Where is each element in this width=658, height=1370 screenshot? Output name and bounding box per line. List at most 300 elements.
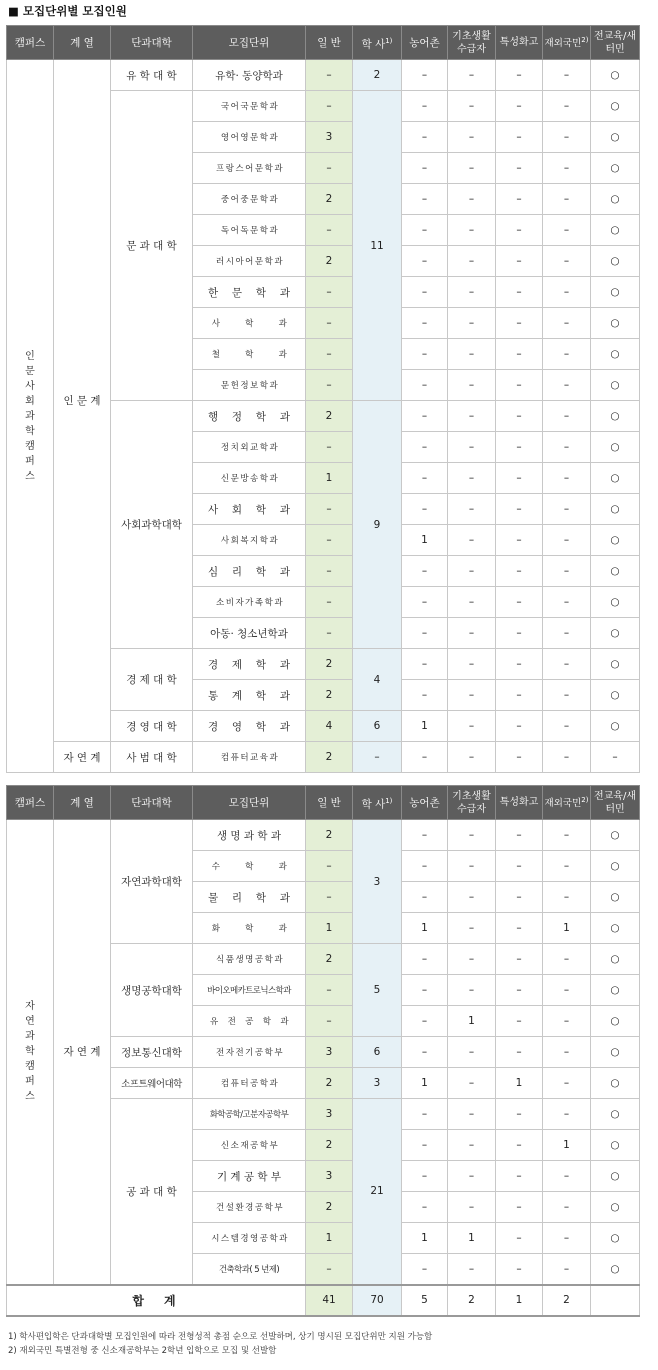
welfare-count: –	[448, 1161, 496, 1192]
special-count: –	[496, 1006, 543, 1037]
header-college: 단과대학	[111, 786, 193, 820]
foreign-count: –	[543, 1223, 591, 1254]
header-college: 단과대학	[111, 26, 193, 60]
welfare-count: –	[448, 975, 496, 1006]
special-count: –	[496, 1192, 543, 1223]
defector-mark: ○	[591, 308, 640, 339]
foreign-count: –	[543, 277, 591, 308]
header-bachelor: 학 사$^{1)}$	[353, 786, 402, 820]
welfare-count: –	[448, 618, 496, 649]
general-count: 2	[306, 246, 353, 277]
special-count: –	[496, 618, 543, 649]
rural-count: –	[402, 1192, 448, 1223]
foreign-count: –	[543, 1161, 591, 1192]
foreign-count: –	[543, 851, 591, 882]
general-count: –	[306, 370, 353, 401]
college-name: 경 영 대 학	[111, 711, 193, 742]
special-count: –	[496, 1254, 543, 1285]
bachelor-count: 6	[353, 1037, 402, 1068]
general-count: 2	[306, 680, 353, 711]
footnotes	[8, 1330, 432, 1358]
unit-cell: 유학· 동양학과	[193, 60, 306, 91]
header-special: 특성화고	[496, 786, 543, 820]
defector-mark: ○	[591, 153, 640, 184]
campus-name: 인문사회과학캠퍼스	[7, 60, 54, 773]
rural-count: –	[402, 975, 448, 1006]
defector-mark: ○	[591, 618, 640, 649]
special-count: –	[496, 370, 543, 401]
defector-mark: ○	[591, 1099, 640, 1130]
general-count: 3	[306, 1161, 353, 1192]
page-title: ■ 모집단위별 모집인원	[8, 4, 127, 18]
unit-cell: 통 계 학 과	[193, 680, 306, 711]
admissions-table-natural-campus	[6, 785, 640, 1317]
defector-mark: ○	[591, 494, 640, 525]
rural-count: –	[402, 339, 448, 370]
welfare-count: –	[448, 944, 496, 975]
foreign-count: –	[543, 246, 591, 277]
unit-cell: 물 리 학 과	[193, 882, 306, 913]
defector-mark: ○	[591, 1037, 640, 1068]
general-count: –	[306, 215, 353, 246]
special-count: –	[496, 1037, 543, 1068]
defector-mark: ○	[591, 1130, 640, 1161]
bachelor-count: 9	[353, 401, 402, 649]
welfare-count: –	[448, 370, 496, 401]
special-count: –	[496, 153, 543, 184]
bachelor-count: 3	[353, 820, 402, 944]
defector-mark: ○	[591, 339, 640, 370]
foreign-count: –	[543, 1192, 591, 1223]
foreign-count: –	[543, 742, 591, 773]
defector-mark: ○	[591, 1068, 640, 1099]
special-count: –	[496, 432, 543, 463]
unit-cell: 심 리 학 과	[193, 556, 306, 587]
general-count: –	[306, 851, 353, 882]
general-count: 4	[306, 711, 353, 742]
rural-count: –	[402, 432, 448, 463]
bachelor-count: 4	[353, 649, 402, 711]
rural-count: –	[402, 556, 448, 587]
college-name: 사회과학대학	[111, 401, 193, 649]
general-count: –	[306, 432, 353, 463]
general-count: 2	[306, 820, 353, 851]
unit-cell: 신 소 재 공 학 부	[193, 1130, 306, 1161]
welfare-count: –	[448, 1192, 496, 1223]
rural-count: –	[402, 277, 448, 308]
general-count: –	[306, 975, 353, 1006]
rural-count: –	[402, 122, 448, 153]
rural-count: –	[402, 184, 448, 215]
unit-cell: 건축학과( 5 년제)	[193, 1254, 306, 1285]
unit-cell: 정 치 외 교 학 과	[193, 432, 306, 463]
special-count: –	[496, 913, 543, 944]
foreign-count: –	[543, 1037, 591, 1068]
rural-count: –	[402, 587, 448, 618]
welfare-count: –	[448, 432, 496, 463]
general-count: 3	[306, 122, 353, 153]
welfare-count: –	[448, 494, 496, 525]
welfare-count: –	[448, 820, 496, 851]
college-name: 문 과 대 학	[111, 91, 193, 401]
foreign-count: –	[543, 401, 591, 432]
special-count: –	[496, 215, 543, 246]
defector-mark: ○	[591, 587, 640, 618]
college-name: 소프트웨어대학	[111, 1068, 193, 1099]
general-count: 2	[306, 649, 353, 680]
unit-cell: 수 학 과	[193, 851, 306, 882]
special-count: –	[496, 680, 543, 711]
defector-mark: ○	[591, 277, 640, 308]
unit-cell: 건 설 환 경 공 학 부	[193, 1192, 306, 1223]
defector-mark: ○	[591, 184, 640, 215]
admissions-table-humanities-campus	[6, 25, 640, 773]
special-count: –	[496, 1223, 543, 1254]
defector-mark: ○	[591, 60, 640, 91]
defector-mark: ○	[591, 680, 640, 711]
special-count: –	[496, 60, 543, 91]
rural-count: –	[402, 742, 448, 773]
unit-cell: 소 비 자 가 족 학 과	[193, 587, 306, 618]
bachelor-count: 3	[353, 1068, 402, 1099]
unit-cell: 전 자 전 기 공 학 부	[193, 1037, 306, 1068]
rural-count: –	[402, 1037, 448, 1068]
header-rural: 농어촌	[402, 26, 448, 60]
unit-cell: 경 영 학 과	[193, 711, 306, 742]
college-name: 자연과학대학	[111, 820, 193, 944]
header-welfare: 기초생활수급자	[448, 26, 496, 60]
defector-mark: –	[591, 742, 640, 773]
defector-mark: ○	[591, 649, 640, 680]
defector-mark: ○	[591, 556, 640, 587]
bachelor-count: 21	[353, 1099, 402, 1285]
defector-mark: ○	[591, 370, 640, 401]
gye-science: 자 연 계	[54, 742, 111, 773]
unit-cell: 생 명 과 학 과	[193, 820, 306, 851]
rural-count: –	[402, 618, 448, 649]
general-count: 1	[306, 463, 353, 494]
general-count: –	[306, 91, 353, 122]
unit-cell: 경 제 학 과	[193, 649, 306, 680]
foreign-count: –	[543, 1006, 591, 1037]
foreign-count: –	[543, 882, 591, 913]
rural-count: –	[402, 463, 448, 494]
college-name: 사 범 대 학	[111, 742, 193, 773]
gye-humanities: 인 문 계	[54, 60, 111, 742]
defector-mark: ○	[591, 401, 640, 432]
welfare-count: –	[448, 184, 496, 215]
unit-cell: 시 스 템 경 영 공 학 과	[193, 1223, 306, 1254]
defector-mark: ○	[591, 91, 640, 122]
special-count: –	[496, 742, 543, 773]
total-rural: 5	[402, 1285, 448, 1316]
foreign-count: –	[543, 944, 591, 975]
rural-count: –	[402, 1254, 448, 1285]
defector-mark: ○	[591, 851, 640, 882]
foreign-count: –	[543, 122, 591, 153]
rural-count: –	[402, 820, 448, 851]
rural-count: –	[402, 153, 448, 184]
rural-count: 1	[402, 1223, 448, 1254]
general-count: 2	[306, 944, 353, 975]
header-defector: 전교육/새터민	[591, 26, 640, 60]
welfare-count: –	[448, 1254, 496, 1285]
footnote-1: 1) 학사편입학은 단과대학별 모집인원에 따라 전형성적 총점 순으로 선발하며, 상기 명시된 모집단위만 지원 가능함	[8, 1332, 433, 1342]
unit-cell: 컴 퓨 터 공 학 과	[193, 1068, 306, 1099]
foreign-count: –	[543, 215, 591, 246]
header-general: 일 반	[306, 786, 353, 820]
welfare-count: –	[448, 556, 496, 587]
college-name: 공 과 대 학	[111, 1099, 193, 1285]
special-count: –	[496, 339, 543, 370]
college-name: 정보통신대학	[111, 1037, 193, 1068]
general-count: 3	[306, 1099, 353, 1130]
defector-mark: ○	[591, 1254, 640, 1285]
college-name: 생명공학대학	[111, 944, 193, 1037]
campus-name: 자연과학캠퍼스	[7, 820, 54, 1285]
table-row	[7, 820, 640, 851]
special-count: –	[496, 91, 543, 122]
rural-count: –	[402, 680, 448, 711]
general-count: –	[306, 1006, 353, 1037]
welfare-count: –	[448, 1099, 496, 1130]
bachelor-count: 11	[353, 91, 402, 401]
foreign-count: –	[543, 711, 591, 742]
rural-count: –	[402, 308, 448, 339]
college-name: 경 제 대 학	[111, 649, 193, 711]
welfare-count: –	[448, 882, 496, 913]
special-count: –	[496, 1130, 543, 1161]
defector-mark: ○	[591, 944, 640, 975]
defector-mark: ○	[591, 432, 640, 463]
header-rural: 농어촌	[402, 786, 448, 820]
header-bachelor: 학 사$^{1)}$	[353, 26, 402, 60]
defector-mark: ○	[591, 1161, 640, 1192]
foreign-count: –	[543, 153, 591, 184]
general-count: –	[306, 556, 353, 587]
defector-mark: ○	[591, 463, 640, 494]
defector-mark: ○	[591, 1223, 640, 1254]
unit-cell: 화학공학/고분자공학부	[193, 1099, 306, 1130]
welfare-count: 1	[448, 1223, 496, 1254]
header-campus: 캠퍼스	[7, 26, 54, 60]
rural-count: –	[402, 370, 448, 401]
special-count: –	[496, 494, 543, 525]
foreign-count: –	[543, 184, 591, 215]
general-count: –	[306, 882, 353, 913]
welfare-count: –	[448, 401, 496, 432]
unit-cell: 사 학 과	[193, 308, 306, 339]
rural-count: –	[402, 944, 448, 975]
special-count: –	[496, 649, 543, 680]
unit-cell: 유 전 공 학 과	[193, 1006, 306, 1037]
special-count: –	[496, 587, 543, 618]
general-count: 2	[306, 184, 353, 215]
header-foreign: 재외국민$^{2)}$	[543, 786, 591, 820]
general-count: –	[306, 1254, 353, 1285]
rural-count: –	[402, 1099, 448, 1130]
special-count: –	[496, 944, 543, 975]
general-count: –	[306, 587, 353, 618]
special-count: –	[496, 122, 543, 153]
unit-cell: 프 랑 스 어 문 학 과	[193, 153, 306, 184]
general-count: 1	[306, 1223, 353, 1254]
defector-mark: ○	[591, 215, 640, 246]
defector-mark: ○	[591, 525, 640, 556]
total-special: 1	[496, 1285, 543, 1316]
welfare-count: –	[448, 246, 496, 277]
welfare-count: –	[448, 215, 496, 246]
rural-count: –	[402, 1006, 448, 1037]
unit-cell: 사 회 복 지 학 과	[193, 525, 306, 556]
welfare-count: –	[448, 587, 496, 618]
bachelor-count: 5	[353, 944, 402, 1037]
general-count: 2	[306, 1068, 353, 1099]
total-label: 합 계	[7, 1285, 306, 1316]
general-count: 2	[306, 1192, 353, 1223]
special-count: –	[496, 851, 543, 882]
defector-mark: ○	[591, 913, 640, 944]
defector-mark: ○	[591, 711, 640, 742]
special-count: –	[496, 556, 543, 587]
defector-mark: ○	[591, 1192, 640, 1223]
unit-cell: 신 문 방 송 학 과	[193, 463, 306, 494]
special-count: –	[496, 184, 543, 215]
foreign-count: –	[543, 494, 591, 525]
rural-count: –	[402, 1130, 448, 1161]
bachelor-count: 2	[353, 60, 402, 91]
rural-count: –	[402, 649, 448, 680]
unit-cell: 행 정 학 과	[193, 401, 306, 432]
general-count: –	[306, 494, 353, 525]
foreign-count: –	[543, 339, 591, 370]
welfare-count: –	[448, 463, 496, 494]
general-count: –	[306, 277, 353, 308]
welfare-count: –	[448, 525, 496, 556]
foreign-count: 1	[543, 913, 591, 944]
welfare-count: 1	[448, 1006, 496, 1037]
defector-mark: ○	[591, 1006, 640, 1037]
special-count: –	[496, 882, 543, 913]
unit-cell: 식 품 생 명 공 학 과	[193, 944, 306, 975]
defector-mark: ○	[591, 882, 640, 913]
unit-cell: 문 헌 정 보 학 과	[193, 370, 306, 401]
special-count: –	[496, 711, 543, 742]
foreign-count: –	[543, 680, 591, 711]
general-count: 2	[306, 742, 353, 773]
general-count: –	[306, 339, 353, 370]
unit-cell: 컴 퓨 터 교 육 과	[193, 742, 306, 773]
special-count: –	[496, 525, 543, 556]
foreign-count: –	[543, 618, 591, 649]
rural-count: –	[402, 882, 448, 913]
general-count: 3	[306, 1037, 353, 1068]
special-count: –	[496, 246, 543, 277]
general-count: –	[306, 60, 353, 91]
foreign-count: –	[543, 432, 591, 463]
foreign-count: –	[543, 587, 591, 618]
header-gye: 계 열	[54, 26, 111, 60]
foreign-count: –	[543, 525, 591, 556]
foreign-count: 1	[543, 1130, 591, 1161]
general-count: –	[306, 153, 353, 184]
welfare-count: –	[448, 649, 496, 680]
defector-mark: ○	[591, 122, 640, 153]
total-welfare: 2	[448, 1285, 496, 1316]
special-count: –	[496, 463, 543, 494]
header-welfare: 기초생활수급자	[448, 786, 496, 820]
rural-count: –	[402, 851, 448, 882]
special-count: –	[496, 401, 543, 432]
bachelor-count: 6	[353, 711, 402, 742]
welfare-count: –	[448, 1037, 496, 1068]
total-foreign: 2	[543, 1285, 591, 1316]
welfare-count: –	[448, 308, 496, 339]
foreign-count: –	[543, 370, 591, 401]
rural-count: –	[402, 91, 448, 122]
unit-cell: 독 어 독 문 학 과	[193, 215, 306, 246]
welfare-count: –	[448, 60, 496, 91]
table-row	[7, 742, 640, 773]
foreign-count: –	[543, 556, 591, 587]
table-row	[7, 60, 640, 91]
special-count: –	[496, 1161, 543, 1192]
header-defector: 전교육/새터민	[591, 786, 640, 820]
unit-cell: 중 어 중 문 학 과	[193, 184, 306, 215]
welfare-count: –	[448, 711, 496, 742]
welfare-count: –	[448, 1068, 496, 1099]
rural-count: –	[402, 246, 448, 277]
unit-cell: 바이오메카트로닉스학과	[193, 975, 306, 1006]
gye-science: 자 연 계	[54, 820, 111, 1285]
foreign-count: –	[543, 1068, 591, 1099]
defector-mark: ○	[591, 820, 640, 851]
defector-mark: ○	[591, 975, 640, 1006]
foreign-count: –	[543, 463, 591, 494]
header-gye: 계 열	[54, 786, 111, 820]
unit-cell: 영 어 영 문 학 과	[193, 122, 306, 153]
rural-count: –	[402, 60, 448, 91]
unit-cell: 러 시 아 어 문 학 과	[193, 246, 306, 277]
welfare-count: –	[448, 851, 496, 882]
rural-count: –	[402, 215, 448, 246]
rural-count: 1	[402, 525, 448, 556]
foreign-count: –	[543, 820, 591, 851]
special-count: –	[496, 975, 543, 1006]
special-count: 1	[496, 1068, 543, 1099]
defector-mark: ○	[591, 246, 640, 277]
special-count: –	[496, 277, 543, 308]
total-defector	[591, 1285, 640, 1316]
unit-cell: 화 학 과	[193, 913, 306, 944]
table-header-row	[7, 26, 640, 60]
special-count: –	[496, 820, 543, 851]
unit-cell: 기 계 공 학 부	[193, 1161, 306, 1192]
general-count: –	[306, 308, 353, 339]
table-header-row	[7, 786, 640, 820]
foreign-count: –	[543, 975, 591, 1006]
welfare-count: –	[448, 91, 496, 122]
bachelor-count: –	[353, 742, 402, 773]
rural-count: 1	[402, 1068, 448, 1099]
general-count: –	[306, 525, 353, 556]
welfare-count: –	[448, 680, 496, 711]
foreign-count: –	[543, 1099, 591, 1130]
total-row	[7, 1285, 640, 1316]
special-count: –	[496, 308, 543, 339]
unit-cell: 사 회 학 과	[193, 494, 306, 525]
header-general: 일 반	[306, 26, 353, 60]
